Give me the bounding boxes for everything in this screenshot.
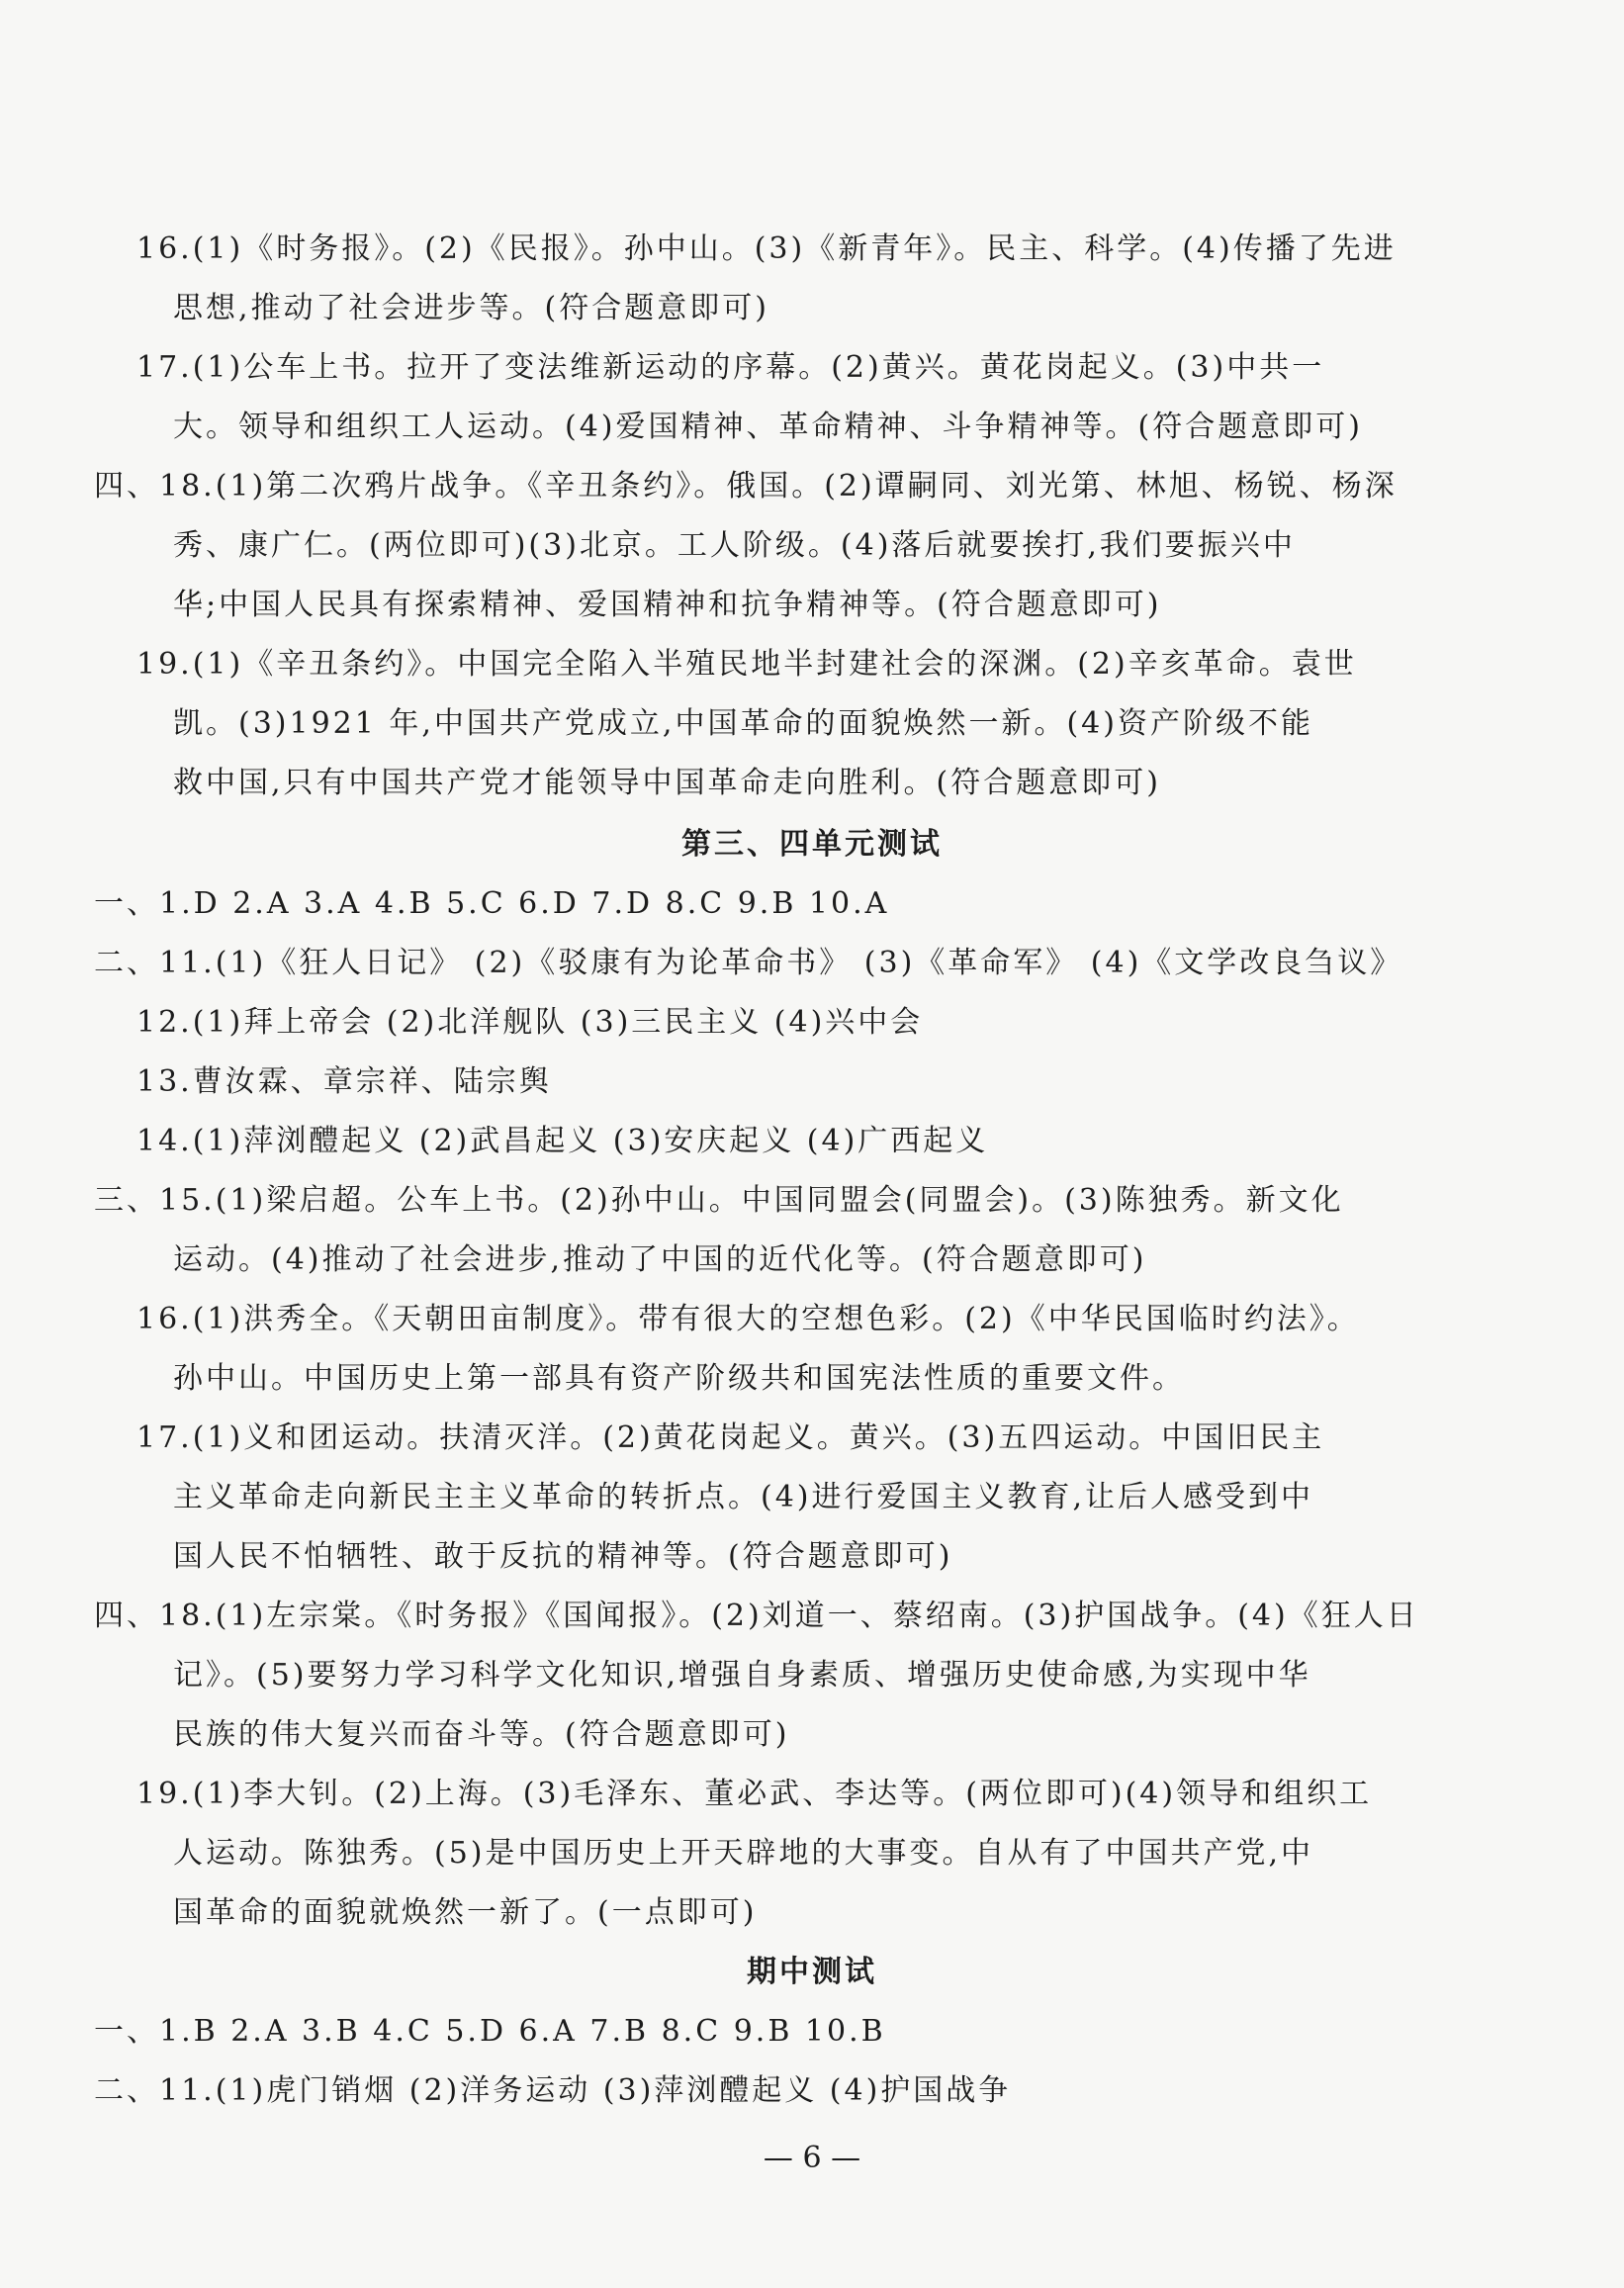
- answer-line: 华;中国人民具有探索精神、爱国精神和抗争精神等。(符合题意即可): [173, 588, 1162, 622]
- answer-line: 民族的伟大复兴而奋斗等。(符合题意即可): [173, 1717, 790, 1752]
- answer-line: 孙中山。中国历史上第一部具有资产阶级共和国宪法性质的重要文件。: [173, 1361, 1185, 1396]
- answer-line: 主义革命走向新民主主义革命的转折点。(4)进行爱国主义教育,让后人感受到中: [173, 1480, 1314, 1514]
- answer-line: 二、11.(1)《狂人日记》 (2)《驳康有为论革命书》 (3)《革命军》 (4)《文学改良刍议》: [94, 946, 1403, 980]
- answer-line: 四、18.(1)第二次鸦片战争。《辛丑条约》。俄国。(2)谭嗣同、刘光第、林旭、杨锐、杨深: [94, 469, 1398, 503]
- answer-line: 三、15.(1)梁启超。公车上书。(2)孙中山。中国同盟会(同盟会)。(3)陈独秀。新文化: [94, 1183, 1344, 1218]
- answer-line: 凯。(3)1921 年,中国共产党成立,中国革命的面貌焕然一新。(4)资产阶级不能: [173, 706, 1313, 741]
- answer-line: 19.(1)李大钊。(2)上海。(3)毛泽东、董必武、李达等。(两位即可)(4)领导和组织工: [136, 1777, 1373, 1811]
- answer-line: 14.(1)萍浏醴起义 (2)武昌起义 (3)安庆起义 (4)广西起义: [136, 1124, 989, 1158]
- answer-line: 国革命的面貌就焕然一新了。(一点即可): [173, 1895, 758, 1930]
- answer-line: 12.(1)拜上帝会 (2)北洋舰队 (3)三民主义 (4)兴中会: [136, 1005, 924, 1040]
- answer-line: 17.(1)公车上书。拉开了变法维新运动的序幕。(2)黄兴。黄花岗起义。(3)中共一: [136, 350, 1325, 385]
- answer-line: 13.曹汝霖、章宗祥、陆宗舆: [136, 1064, 552, 1099]
- answer-line: 人运动。陈独秀。(5)是中国历史上开天辟地的大事变。自从有了中国共产党,中: [173, 1836, 1314, 1871]
- answer-line: 记》。(5)要努力学习科学文化知识,增强自身素质、增强历史使命感,为实现中华: [173, 1658, 1311, 1693]
- answer-line: 救中国,只有中国共产党才能领导中国革命走向胜利。(符合题意即可): [173, 766, 1161, 800]
- answer-line: 运动。(4)推动了社会进步,推动了中国的近代化等。(符合题意即可): [173, 1242, 1147, 1277]
- section-heading-units-3-4: 第三、四单元测试: [681, 827, 943, 862]
- answer-line: 秀、康广仁。(两位即可)(3)北京。工人阶级。(4)落后就要挨打,我们要振兴中: [173, 528, 1296, 563]
- answer-line: 19.(1)《辛丑条约》。中国完全陷入半殖民地半封建社会的深渊。(2)辛亥革命。袁世: [136, 647, 1357, 682]
- answer-line: 一、1.B 2.A 3.B 4.C 5.D 6.A 7.B 8.C 9.B 10.B: [94, 2014, 886, 2049]
- answer-line: 思想,推动了社会进步等。(符合题意即可): [173, 291, 769, 325]
- page-number: — 6 —: [763, 2141, 861, 2175]
- answer-line: 一、1.D 2.A 3.A 4.B 5.C 6.D 7.D 8.C 9.B 10.A: [94, 886, 890, 921]
- section-heading-midterm: 期中测试: [747, 1955, 877, 1989]
- answer-line: 国人民不怕牺牲、敢于反抗的精神等。(符合题意即可): [173, 1539, 953, 1574]
- answer-line: 16.(1)洪秀全。《天朝田亩制度》。带有很大的空想色彩。(2)《中华民国临时约法》。: [136, 1302, 1360, 1336]
- answer-line: 大。领导和组织工人运动。(4)爱国精神、革命精神、斗争精神等。(符合题意即可): [173, 410, 1363, 444]
- answer-line: 四、18.(1)左宗棠。《时务报》《国闻报》。(2)刘道一、蔡绍南。(3)护国战争。(4)《狂人日: [94, 1599, 1419, 1633]
- answer-line: 16.(1)《时务报》。(2)《民报》。孙中山。(3)《新青年》。民主、科学。(4)传播了先进: [136, 231, 1397, 266]
- answer-line: 二、11.(1)虎门销烟 (2)洋务运动 (3)萍浏醴起义 (4)护国战争: [94, 2073, 1012, 2108]
- answer-line: 17.(1)义和团运动。扶清灭洋。(2)黄花岗起义。黄兴。(3)五四运动。中国旧民主: [136, 1420, 1325, 1455]
